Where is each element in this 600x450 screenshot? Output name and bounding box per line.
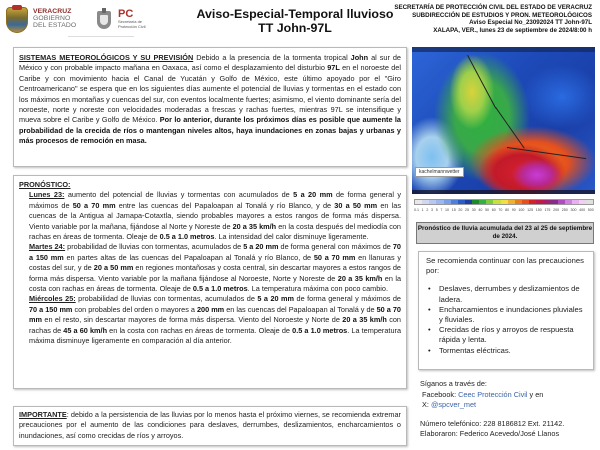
forecast-value: 5 a 20 mm	[243, 242, 279, 252]
scale-tick: 3	[431, 208, 434, 212]
storm-name: John	[350, 53, 369, 62]
text-span: con probables del orden o mayores a	[72, 304, 197, 314]
precautions-intro: Se recomienda continuar con las precauciones por:	[426, 256, 584, 276]
scale-tick: 80	[505, 208, 510, 212]
forecast-day	[19, 242, 401, 294]
map-footer-bar	[412, 190, 595, 194]
text-span: en las cuencas de la Antigua al Jamapa-Cotaxtla, siendo probables mayores a estos rangos de forma más dispersa. Viento variable por la mañana, fijándose al Norte y Noreste de	[29, 200, 401, 231]
forecast-value: 45 a 60 km/h	[63, 325, 108, 335]
scale-tick: 90	[511, 208, 516, 212]
x-line	[420, 400, 600, 411]
scale-tick: 125	[527, 208, 534, 212]
forecast-value: 30 a 50 mm	[334, 200, 378, 210]
scale-tick: 40	[478, 208, 483, 212]
gov-logo-text	[33, 8, 76, 30]
forecast-value: 70 a 150 mm	[29, 304, 73, 314]
scale-swatch	[508, 200, 515, 204]
contact-section	[420, 379, 600, 440]
importante-text	[19, 410, 401, 441]
scale-tick: 15	[451, 208, 456, 212]
scale-tick: 100	[518, 208, 525, 212]
bulletin-number: Aviso Especial No_23092024 TT John-97L	[469, 19, 592, 27]
gov-logo-line-3: DEL ESTADO	[33, 22, 77, 30]
forecast-value: 200 mm	[196, 304, 225, 314]
forecast-day	[19, 190, 401, 242]
scale-swatch	[550, 200, 557, 204]
text-span: de forma general y máximos de	[29, 190, 402, 210]
pc-logo-sub-1: Secretaría de	[118, 19, 143, 24]
scale-swatch	[422, 200, 429, 204]
scale-tick: 5	[435, 208, 438, 212]
agency-subdivision: SUBDIRECCIÓN DE ESTUDIOS Y PRON. METEOROLÓGICOS	[412, 11, 592, 19]
text-span: aumento del potencial de lluvias y tormentas con acumulados de	[64, 190, 294, 200]
forecast-value: 0.5 a 1.0 metros	[192, 284, 248, 294]
scale-tick: 200	[553, 208, 560, 212]
scale-swatch	[429, 200, 436, 204]
forecast-value: 20 a 50 mm	[93, 263, 134, 273]
scale-swatch	[501, 200, 508, 204]
forecast-value: 5 a 20 mm	[293, 190, 333, 200]
forecast-value: 20 a 35 km/h	[232, 221, 277, 231]
forecast-value: 0.5 a 1.0 metros	[159, 232, 215, 242]
rainfall-scale-ticks	[414, 208, 594, 212]
text-span: en el noroeste del Caribe y con movimiento hacia el Canal de Yucatán y Golfo de México, este último apoyado por el "Giro Centroamericano" se espera que en los siguientes días aumente el potencial de lluvias y tormentas en el estado con los máximos en montañas y cuencas del sur, con eventos localmente fuertes; asimismo, el viento dominante sería del noroeste, norte y noreste con velocidades moderadas a frescas y rachas fuertes, mientras 97L se intensifique y mueva sobre el Caribe y Golfo de México.	[19, 63, 401, 125]
text-span: al sur de México y con probable impacto mañana en Oaxaca, así como el desplazamiento del disturbio	[19, 53, 401, 73]
map-watermark: kachelmannwetter	[415, 167, 464, 177]
text-span: en partes altas de las cuencas del Papaloapan al Tonalá y río Blanco, de	[63, 252, 314, 262]
pc-logo-sub-2: Protección Civil	[118, 23, 146, 29]
gov-logo-line-2: GOBIERNO	[33, 15, 71, 23]
text-span: probabilidad de lluvias con tormentas, acumulados de	[65, 242, 244, 252]
forecast-day	[19, 294, 401, 346]
forecast-value: 5 a 20 mm	[257, 294, 295, 304]
crown-icon	[12, 5, 22, 10]
scale-swatch	[572, 200, 579, 204]
precaution-item: • Deslaves, derrumbes y deslizamientos de ladera.	[426, 284, 586, 304]
scale-swatch	[458, 200, 465, 204]
scale-tick: 25	[465, 208, 470, 212]
pc-shield-inner	[100, 15, 108, 25]
scale-tick: 60	[491, 208, 496, 212]
scale-swatch	[493, 200, 500, 204]
forecast-value: 50 a 70 mm	[29, 304, 401, 325]
bulletin-date: XALAPA, VER., lunes 23 de septiembre de 2024/8:00 h	[433, 26, 592, 34]
page-title	[190, 7, 400, 35]
text-span: entre las cuencas del Papaloapan al Tonalá y río Blanco, y de	[115, 200, 335, 210]
facebook-label: Facebook:	[422, 389, 459, 399]
precautions-section	[418, 251, 594, 370]
pc-shield-top	[102, 8, 106, 13]
coastline	[495, 107, 524, 149]
sistemas-text	[19, 53, 401, 147]
scale-tick: 1	[421, 208, 424, 212]
text-span: con rachas de	[29, 315, 401, 335]
precaution-item: • Encharcamientos e inundaciones pluviales y fluviales.	[426, 305, 586, 325]
scale-tick: 250	[561, 208, 568, 212]
scale-tick: 50	[485, 208, 490, 212]
text-span: de forma general y máximos de	[294, 294, 401, 304]
forecast-day-label: Lunes 23:	[29, 190, 65, 200]
scale-swatch	[415, 200, 422, 204]
forecast-day-label: Miércoles 25:	[29, 294, 76, 304]
text-span: . La temperatura máxima disminuye ligeramente en comparación al día anterior.	[29, 325, 401, 346]
scale-swatch	[472, 200, 479, 204]
scale-swatch	[479, 200, 486, 204]
agency-name: SECRETARÍA DE PROTECCIÓN CIVIL DEL ESTADO DE VERACRUZ	[394, 4, 592, 11]
scale-tick: 300	[570, 208, 577, 212]
scale-swatch	[465, 200, 472, 204]
scale-swatch	[515, 200, 522, 204]
scale-tick: 10	[445, 208, 450, 212]
text-span: . La intensidad del calor disminuye ligeramente.	[214, 232, 369, 242]
sistemas-heading: SISTEMAS METEOROLÓGICOS Y SU PREVISIÓN	[19, 53, 194, 62]
text-span: en llanuras y costas del sur, y de	[29, 252, 402, 273]
importante-body: : debido a la persistencia de las lluvias por lo menos hasta el próximo viernes, se recomienda extremar precauciones por el aumento de las condiciones para deslaves, derrumbes, deslizamientos, encharcamientos o inundaciones, así como crecidas de ríos y arroyos.	[19, 410, 401, 440]
scale-swatch	[558, 200, 565, 204]
text-span: en las cuencas del Papaloapan al Tonalá y de	[224, 304, 377, 314]
facebook-line	[420, 390, 600, 401]
coastline	[467, 55, 496, 108]
scale-swatch	[586, 200, 593, 204]
forecast-value: 50 a 70 mm	[72, 200, 116, 210]
disturbance-name: 97L	[327, 63, 340, 73]
spacer	[420, 411, 600, 419]
pc-logo-text	[118, 9, 146, 29]
scale-tick: 30	[471, 208, 476, 212]
scale-swatch	[536, 200, 543, 204]
scale-tick: 500	[587, 208, 594, 212]
sistemas-section	[13, 47, 407, 167]
follow-us-label: Síganos a través de:	[420, 379, 487, 388]
authors: Elaboraron: Federico Acevedo/José Llanos	[420, 429, 560, 439]
text-span: Debido a la presencia de la tormenta tropical	[193, 53, 351, 62]
text-span: . La temperatura máxima con poco cambio.	[247, 284, 388, 294]
scale-tick: 0.1	[414, 208, 419, 212]
forecast-value: 20 a 35 km/h	[342, 315, 387, 325]
agency-header	[382, 4, 592, 34]
importante-heading: IMPORTANTE	[19, 410, 67, 419]
pc-logo-label: PC	[118, 8, 134, 20]
forecast-value: 0.5 a 1.0 metros	[292, 325, 348, 335]
scale-swatch	[444, 200, 451, 204]
shield-icon	[6, 7, 28, 33]
phone-number: Número telefónico: 228 8186812 Ext. 21142.	[420, 418, 565, 428]
title-line-1: Aviso-Especial-Temporal lluvioso	[196, 7, 394, 21]
gov-logo-line-1: VERACRUZ	[33, 8, 72, 15]
coastline	[507, 147, 586, 159]
rainfall-forecast-map	[412, 47, 595, 194]
scale-swatch	[565, 200, 572, 204]
importante-section	[13, 406, 407, 446]
rainfall-color-scale	[414, 199, 594, 205]
scale-swatch	[451, 200, 458, 204]
forecast-day-label: Martes 24:	[29, 242, 66, 252]
scale-swatch	[579, 200, 586, 204]
text-span: en la costa con rachas en áreas de tormenta. Oleaje de	[107, 325, 293, 335]
scale-tick: 175	[544, 208, 551, 212]
title-line-2: TT John-97L	[258, 21, 332, 35]
scale-tick: 400	[579, 208, 586, 212]
text-span: probabilidad de lluvias con tormentas, acumulados de	[75, 294, 258, 304]
text-span: en la costa después del mediodía con rachas en áreas de tormenta. Oleaje de	[29, 221, 401, 242]
precautions-list	[426, 284, 586, 355]
scale-tick: 7	[440, 208, 443, 212]
facebook-suffix: y en	[527, 389, 544, 399]
forecast-value: 20 a 35 km/h	[337, 273, 383, 283]
pc-shield-logo	[95, 8, 113, 30]
forecast-value: 70 a 150 mm	[29, 242, 401, 262]
scale-swatch	[486, 200, 493, 204]
facebook-link[interactable]: Ceec Protección Civil	[458, 389, 528, 399]
scale-tick: 70	[498, 208, 503, 212]
x-link[interactable]: @spcver_met	[430, 400, 477, 410]
scale-swatch	[543, 200, 550, 204]
text-span: en la costa con rachas en áreas de tormenta. Oleaje de	[29, 273, 401, 294]
text-span: de forma general con máximos de	[278, 242, 393, 252]
x-label: X:	[422, 400, 431, 410]
scale-tick: 2	[426, 208, 429, 212]
precaution-item: • Tormentas eléctricas.	[426, 346, 586, 356]
text-span: en el resto, sin descartar mayores de forma más dispersa. Viento del Noroeste y Norte de	[41, 315, 343, 325]
scale-swatch	[529, 200, 536, 204]
precaution-item: • Crecidas de ríos y arroyos de respuesta rápida y lenta.	[426, 325, 586, 345]
scale-tick: 20	[458, 208, 463, 212]
map-header-bar	[412, 47, 595, 52]
map-caption: Pronóstico de lluvia acumulada del 23 al 25 de septiembre de 2024.	[416, 222, 594, 244]
pronostico-section	[13, 175, 407, 389]
text-span: en regiones montañosas y costa central, sin descartar mayores a estos rangos de forma más dispersa. Viento variable por la mañana fijándose al Noroeste, Norte y Noreste de	[29, 263, 401, 283]
header-divider	[68, 36, 134, 37]
forecast-value: 50 a 70 mm	[313, 252, 356, 262]
pronostico-heading: PRONÓSTICO:	[19, 180, 71, 189]
veracruz-coat-of-arms-logo	[6, 5, 28, 35]
scale-swatch	[522, 200, 529, 204]
scale-swatch	[436, 200, 443, 204]
scale-tick: 150	[535, 208, 542, 212]
sistemas-conclusion: Por lo anterior, durante los próximos días es posible que aumente la probabilidad de la crecida de ríos o mantengan niveles altos, haya inundaciones en zonas bajas y urbanas y más procesos de remoción en masa.	[19, 115, 401, 146]
